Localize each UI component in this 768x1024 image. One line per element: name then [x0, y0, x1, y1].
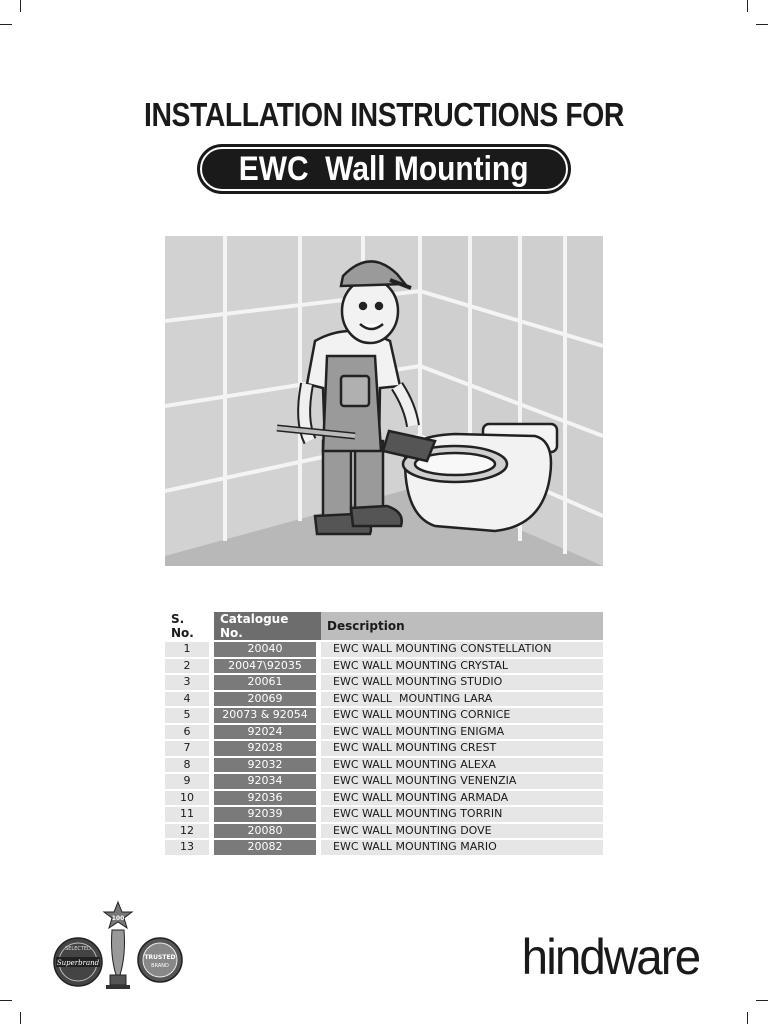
trusted-brand-text: BRAND — [151, 963, 169, 969]
cell-sno: 3 — [165, 675, 214, 690]
award-badges-logo — [50, 900, 190, 995]
cell-description: EWC WALL MOUNTING CRYSTAL — [321, 659, 603, 674]
superbrand-seal-icon — [54, 938, 102, 986]
cell-sno: 7 — [165, 741, 214, 756]
subtitle-banner — [197, 144, 571, 194]
table-row — [165, 840, 603, 855]
crop-mark — [747, 1012, 748, 1024]
cell-description: EWC WALL MOUNTING VENENZIA — [321, 774, 603, 789]
cell-sno: 13 — [165, 840, 214, 855]
trophy-icon — [104, 902, 132, 989]
table-row — [165, 807, 603, 822]
cell-sno: 11 — [165, 807, 214, 822]
trophy-number: 100 — [111, 915, 125, 922]
cell-catalogue: 20040 — [214, 642, 321, 657]
cell-description: EWC WALL MOUNTING ENIGMA — [321, 725, 603, 740]
cell-sno: 12 — [165, 824, 214, 839]
cell-catalogue: 20069 — [214, 692, 321, 707]
cell-sno: 5 — [165, 708, 214, 723]
crop-mark — [0, 1000, 12, 1001]
cell-catalogue: 20061 — [214, 675, 321, 690]
header-description: Description — [321, 612, 603, 640]
cell-catalogue: 92028 — [214, 741, 321, 756]
header-sno: S. No. — [165, 612, 214, 640]
cell-catalogue: 20047\92035 — [214, 659, 321, 674]
crop-mark — [756, 1000, 768, 1001]
cell-catalogue: 92034 — [214, 774, 321, 789]
cell-sno: 1 — [165, 642, 214, 657]
table-row — [165, 708, 603, 723]
crop-mark — [20, 0, 21, 12]
cell-description: EWC WALL MOUNTING DOVE — [321, 824, 603, 839]
table-row — [165, 675, 603, 690]
crop-mark — [747, 0, 748, 12]
cell-description: EWC WALL MOUNTING TORRIN — [321, 807, 603, 822]
table-row — [165, 741, 603, 756]
trusted-brand-seal-icon — [138, 938, 182, 982]
plumber-with-wall-mounted-toilet-illustration — [165, 236, 603, 566]
table-row — [165, 774, 603, 789]
trusted-label-text: TRUSTED — [144, 954, 176, 961]
cell-description: EWC WALL MOUNTING ALEXA — [321, 758, 603, 773]
cell-description: EWC WALL MOUNTING STUDIO — [321, 675, 603, 690]
table-row — [165, 791, 603, 806]
cell-description: EWC WALL MOUNTING MARIO — [321, 840, 603, 855]
table-row — [165, 642, 603, 657]
seal-name-text: Superbrand — [56, 959, 100, 967]
table-row — [165, 758, 603, 773]
cell-sno: 2 — [165, 659, 214, 674]
page-title: INSTALLATION INSTRUCTIONS FOR — [144, 96, 624, 133]
crop-mark — [20, 1012, 21, 1024]
cell-catalogue: 92024 — [214, 725, 321, 740]
catalogue-table — [165, 610, 603, 857]
brand-logo: hindware — [521, 929, 700, 985]
cell-catalogue: 20082 — [214, 840, 321, 855]
table-row — [165, 692, 603, 707]
cell-description: EWC WALL MOUNTING ARMADA — [321, 791, 603, 806]
cell-description: EWC WALL MOUNTING CREST — [321, 741, 603, 756]
cell-catalogue: 20073 & 92054 — [214, 708, 321, 723]
page-subtitle: EWC Wall Mounting — [239, 149, 529, 188]
table-row — [165, 725, 603, 740]
cell-sno: 9 — [165, 774, 214, 789]
crop-mark — [0, 24, 12, 25]
cell-catalogue: 92036 — [214, 791, 321, 806]
cell-sno: 6 — [165, 725, 214, 740]
header-catalogue: Catalogue No. — [214, 612, 321, 640]
cell-catalogue: 20080 — [214, 824, 321, 839]
table-header-row — [165, 612, 603, 640]
cell-catalogue: 92039 — [214, 807, 321, 822]
crop-mark — [756, 24, 768, 25]
cell-description: EWC WALL MOUNTING CONSTELLATION — [321, 642, 603, 657]
cell-catalogue: 92032 — [214, 758, 321, 773]
cell-sno: 4 — [165, 692, 214, 707]
table-row — [165, 659, 603, 674]
cell-description: EWC WALL MOUNTING LARA — [321, 692, 603, 707]
table-row — [165, 824, 603, 839]
seal-top-text: SELECTED — [65, 946, 91, 952]
cell-sno: 8 — [165, 758, 214, 773]
cell-description: EWC WALL MOUNTING CORNICE — [321, 708, 603, 723]
cell-sno: 10 — [165, 791, 214, 806]
